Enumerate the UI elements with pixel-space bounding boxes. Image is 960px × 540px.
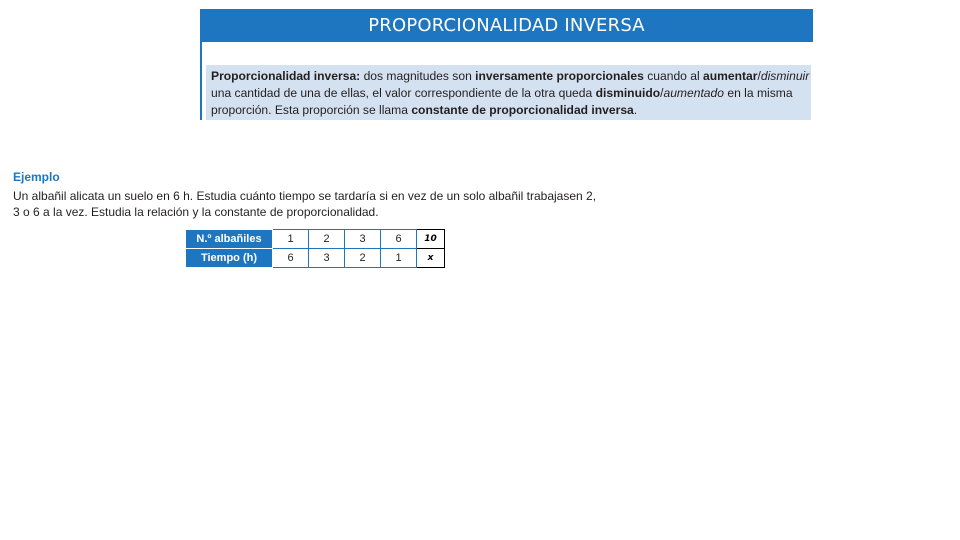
definition-text: / <box>660 86 664 100</box>
example-statement <box>13 188 613 220</box>
definition-text: cuando al <box>643 69 704 83</box>
table-cell: 1 <box>381 249 417 268</box>
definition-text: inversamente proporcionales <box>475 69 644 83</box>
table-row <box>186 230 445 249</box>
definition-box <box>206 65 811 120</box>
proportion-table <box>185 229 445 268</box>
handwritten-cell: x <box>417 249 445 268</box>
definition-text: disminuir <box>760 69 810 83</box>
row-header-tiempo: Tiempo (h) <box>186 249 273 268</box>
example-line: 3 o 6 a la vez. Estudia la relación y la constante de proporcionalidad. <box>13 205 379 219</box>
definition-text: . <box>633 103 638 117</box>
definition-text: en la misma proporción. Esta proporción se llama <box>211 86 793 117</box>
table-cell: 1 <box>273 230 309 249</box>
example-title: Ejemplo <box>13 170 60 184</box>
definition-text: / <box>757 69 761 83</box>
page-title: PROPORCIONALIDAD INVERSA <box>200 9 813 42</box>
row-header-albaniles: N.º albañiles <box>186 230 273 249</box>
left-border-line <box>200 42 202 120</box>
definition-text: disminuido <box>595 86 661 100</box>
definition-text: aumentado <box>663 86 724 100</box>
table-cell: 3 <box>345 230 381 249</box>
definition-text: aumentar <box>703 69 758 83</box>
table-cell: 6 <box>273 249 309 268</box>
table-row <box>186 249 445 268</box>
table-cell: 2 <box>345 249 381 268</box>
definition-text: una cantidad de una de ellas, el valor correspondiente de la otra queda <box>211 86 596 100</box>
table-cell: 6 <box>381 230 417 249</box>
table-cell: 3 <box>309 249 345 268</box>
handwritten-cell: 10 <box>417 230 445 249</box>
definition-text: dos magnitudes son <box>360 69 476 83</box>
table-cell: 2 <box>309 230 345 249</box>
definition-text: constante de proporcionalidad inversa <box>411 103 634 117</box>
definition-term: Proporcionalidad inversa: <box>211 69 361 83</box>
example-line: Un albañil alicata un suelo en 6 h. Estudia cuánto tiempo se tardaría si en vez de un solo albañil trabajasen 2, <box>13 189 597 203</box>
